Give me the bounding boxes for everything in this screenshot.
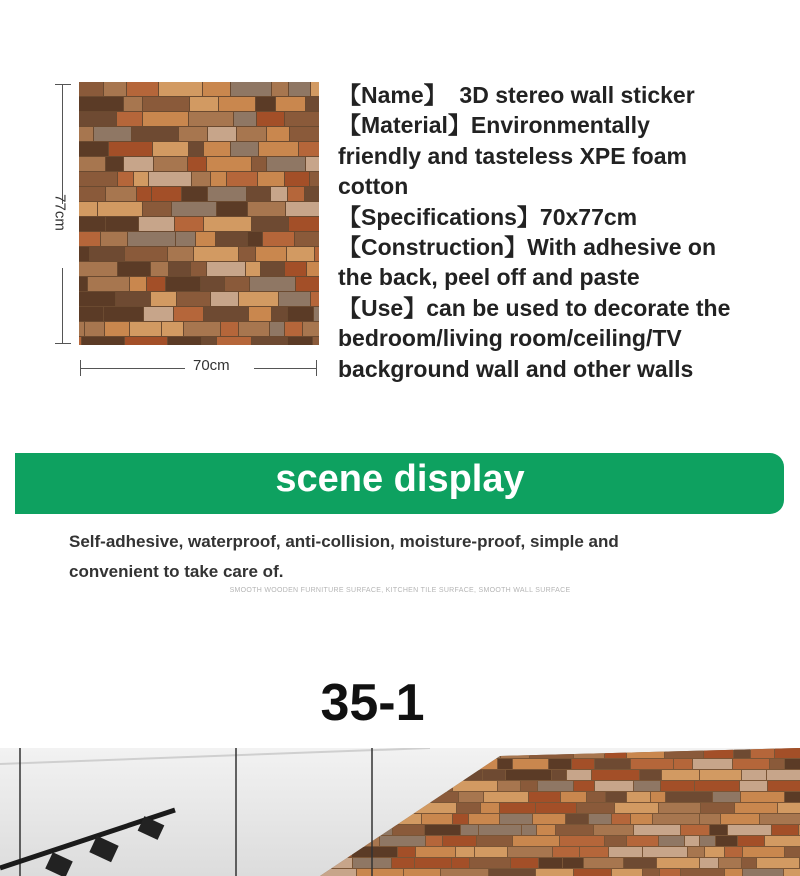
stone-brick xyxy=(252,337,287,345)
stone-brick xyxy=(239,322,269,336)
stone-brick xyxy=(162,322,183,336)
stone-row xyxy=(79,202,319,216)
stone-brick xyxy=(79,232,100,246)
stone-brick xyxy=(216,232,247,246)
stone-brick xyxy=(182,187,207,201)
stone-brick xyxy=(125,337,167,345)
stone-brick xyxy=(256,97,275,111)
stone-brick xyxy=(290,127,319,141)
stone-brick xyxy=(295,232,319,246)
stone-brick xyxy=(79,217,105,231)
stone-brick xyxy=(211,292,238,306)
stone-row xyxy=(79,322,319,336)
stone-brick xyxy=(194,247,238,261)
stone-brick xyxy=(248,202,285,216)
stone-row xyxy=(79,112,319,126)
room-scene-photo xyxy=(0,748,800,876)
description-line: Self-adhesive, waterproof, anti-collision, moisture-proof, simple and xyxy=(69,532,619,551)
height-dimension-tick xyxy=(55,343,71,344)
stone-brick xyxy=(261,262,284,276)
stone-brick xyxy=(314,307,319,321)
stone-brick xyxy=(288,337,312,345)
stone-row xyxy=(79,157,319,171)
stone-brick xyxy=(149,172,191,186)
stone-brick xyxy=(106,157,123,171)
stone-brick xyxy=(79,322,84,336)
stone-brick xyxy=(143,202,171,216)
stone-row xyxy=(79,187,319,201)
stone-brick xyxy=(79,262,117,276)
spec-line: 【Material】Environmentally xyxy=(338,112,650,139)
stone-brick xyxy=(168,247,193,261)
stone-brick xyxy=(252,217,288,231)
stone-brick xyxy=(299,142,319,156)
stone-brick xyxy=(172,202,216,216)
stone-brick xyxy=(134,172,148,186)
stone-brick xyxy=(179,127,207,141)
stone-brick xyxy=(252,157,266,171)
stone-brick xyxy=(104,82,126,96)
stone-brick xyxy=(303,322,319,336)
stone-brick xyxy=(79,127,93,141)
stone-brick xyxy=(144,307,173,321)
stone-brick xyxy=(192,172,210,186)
stone-row xyxy=(79,232,319,246)
stone-brick xyxy=(153,142,188,156)
stone-brick xyxy=(207,157,251,171)
stone-brick xyxy=(204,217,251,231)
stone-brick xyxy=(310,172,319,186)
stone-brick xyxy=(143,97,189,111)
stone-brick xyxy=(279,292,310,306)
stone-brick xyxy=(175,217,203,231)
stone-brick xyxy=(272,82,288,96)
stone-brick xyxy=(217,337,251,345)
stone-brick xyxy=(247,187,270,201)
product-specifications xyxy=(338,80,778,384)
stone-brick xyxy=(174,307,203,321)
stone-brick xyxy=(315,247,319,261)
stone-brick xyxy=(311,292,319,306)
stone-brick xyxy=(286,202,319,216)
stone-brick xyxy=(79,82,103,96)
stone-brick xyxy=(190,97,218,111)
model-code: 35-1 xyxy=(320,674,425,732)
stone-brick xyxy=(259,142,298,156)
stone-brick xyxy=(250,277,295,291)
stone-brick xyxy=(249,307,271,321)
stone-brick xyxy=(248,232,262,246)
stone-brick xyxy=(211,172,226,186)
stone-brick xyxy=(257,112,284,126)
stone-brick xyxy=(151,262,168,276)
stone-brick xyxy=(288,187,304,201)
stone-brick xyxy=(267,157,305,171)
stone-brick xyxy=(272,307,287,321)
stone-brick xyxy=(287,247,314,261)
track-lights-icon xyxy=(0,748,800,876)
stone-brick xyxy=(202,337,216,345)
stone-brick xyxy=(307,262,319,276)
stone-row xyxy=(79,337,319,345)
stone-brick xyxy=(82,337,124,345)
stone-brick xyxy=(169,262,190,276)
stone-brick xyxy=(239,247,255,261)
stone-brick xyxy=(288,307,313,321)
stone-brick xyxy=(79,97,123,111)
stone-brick xyxy=(79,292,115,306)
stone-brick xyxy=(105,322,129,336)
stone-brick xyxy=(79,157,105,171)
stone-brick xyxy=(196,232,215,246)
stone-brick xyxy=(139,217,174,231)
stone-brick xyxy=(208,187,246,201)
height-dimension-tick xyxy=(55,84,71,85)
stone-brick xyxy=(263,232,294,246)
width-dimension-line xyxy=(254,368,316,369)
stone-brick xyxy=(109,142,152,156)
stone-brick xyxy=(90,247,124,261)
spec-line: 【Construction】With adhesive on xyxy=(338,234,717,261)
stone-brick xyxy=(204,142,230,156)
stone-brick xyxy=(127,82,158,96)
stone-brick xyxy=(128,232,175,246)
stone-brick xyxy=(191,262,206,276)
spec-line: 【Specifications】70x77cm xyxy=(338,203,638,230)
stone-row xyxy=(79,97,319,111)
stone-row xyxy=(79,277,319,291)
stone-brick xyxy=(98,202,142,216)
spec-line: the back, peel off and paste xyxy=(338,264,640,291)
stone-brick xyxy=(296,277,319,291)
stone-brick xyxy=(204,307,248,321)
stone-brick xyxy=(306,97,319,111)
stone-brick xyxy=(124,157,153,171)
stone-brick xyxy=(237,127,266,141)
stone-brick xyxy=(203,82,230,96)
stone-brick xyxy=(306,157,319,171)
stone-brick xyxy=(256,247,286,261)
stone-brick xyxy=(189,142,203,156)
stone-row xyxy=(79,217,319,231)
stone-brick xyxy=(106,187,136,201)
description-line: convenient to take care of. xyxy=(69,562,284,581)
stone-brick xyxy=(154,157,187,171)
spec-line: background wall and other walls xyxy=(338,355,694,382)
stone-brick xyxy=(239,292,278,306)
stone-brick xyxy=(225,277,249,291)
stone-brick xyxy=(79,142,108,156)
stone-brick xyxy=(132,127,178,141)
stone-brick xyxy=(116,292,150,306)
stone-brick xyxy=(79,247,89,261)
width-dimension-label: 70cm xyxy=(193,357,230,374)
stone-brick xyxy=(124,97,142,111)
stone-brick xyxy=(285,172,309,186)
stone-row xyxy=(79,262,319,276)
stone-brick xyxy=(88,277,129,291)
stone-brick xyxy=(79,307,103,321)
stone-brick xyxy=(231,82,271,96)
stone-brick xyxy=(305,187,319,201)
stone-brick xyxy=(101,232,127,246)
stone-brick xyxy=(168,337,201,345)
stone-brick xyxy=(79,337,81,345)
stone-brick xyxy=(79,172,117,186)
width-dimension-tick xyxy=(316,360,317,376)
stone-brick xyxy=(285,322,302,336)
stone-row xyxy=(79,127,319,141)
stone-brick xyxy=(289,217,319,231)
stone-brick xyxy=(151,292,176,306)
stone-brick xyxy=(285,112,319,126)
stone-brick xyxy=(217,202,247,216)
height-dimension-line xyxy=(62,268,63,344)
stone-brick xyxy=(227,172,257,186)
stone-brick xyxy=(137,187,151,201)
stone-brick xyxy=(125,247,167,261)
spec-line: friendly and tasteless XPE foam xyxy=(338,142,687,169)
stone-brick xyxy=(143,112,188,126)
stone-brick xyxy=(234,112,256,126)
stone-brick xyxy=(130,277,146,291)
stone-brick xyxy=(79,112,116,126)
stone-brick xyxy=(79,202,97,216)
stone-brick xyxy=(130,322,161,336)
stone-brick xyxy=(166,277,200,291)
banner-title: scene display xyxy=(275,458,525,500)
stone-brick xyxy=(118,172,133,186)
stone-brick xyxy=(152,187,181,201)
stone-brick xyxy=(201,277,224,291)
width-dimension-tick xyxy=(80,360,81,376)
height-dimension-line xyxy=(62,84,63,204)
stone-brick xyxy=(106,217,138,231)
stone-row xyxy=(79,172,319,186)
stone-brick xyxy=(147,277,165,291)
stone-brick xyxy=(176,232,195,246)
spec-line: cotton xyxy=(338,173,409,200)
stone-row xyxy=(79,142,319,156)
stone-brick xyxy=(104,307,143,321)
stone-brick xyxy=(231,142,258,156)
stone-brick xyxy=(94,127,131,141)
stone-brick xyxy=(159,82,202,96)
stone-brick xyxy=(189,112,233,126)
stone-row xyxy=(79,247,319,261)
stone-brick xyxy=(271,187,287,201)
spec-line: 【Use】can be used to decorate the xyxy=(338,294,731,321)
height-dimension-label: 77cm xyxy=(51,194,69,231)
stone-brick xyxy=(117,112,142,126)
stone-brick xyxy=(79,187,105,201)
stone-brick xyxy=(79,277,87,291)
stone-brick xyxy=(313,337,319,345)
stone-brick xyxy=(285,262,306,276)
stone-row xyxy=(79,292,319,306)
width-dimension-line xyxy=(80,368,185,369)
spec-line: 【Name】 3D stereo wall sticker xyxy=(338,82,695,108)
stone-brick xyxy=(221,322,238,336)
feature-description xyxy=(69,527,749,587)
stone-wall-swatch-image xyxy=(79,82,319,345)
stone-brick xyxy=(270,322,284,336)
spec-line: bedroom/living room/ceiling/TV xyxy=(338,325,682,352)
stone-brick xyxy=(208,127,236,141)
stone-brick xyxy=(289,82,310,96)
surface-caption: SMOOTH WOODEN FURNITURE SURFACE, KITCHEN TILE SURFACE, SMOOTH WALL SURFACE xyxy=(229,587,571,594)
stone-brick xyxy=(184,322,220,336)
stone-brick xyxy=(118,262,150,276)
stone-brick xyxy=(207,262,245,276)
stone-brick xyxy=(258,172,284,186)
stone-brick xyxy=(188,157,206,171)
stone-brick xyxy=(267,127,289,141)
stone-brick xyxy=(276,97,305,111)
stone-row xyxy=(79,307,319,321)
stone-brick xyxy=(177,292,210,306)
stone-brick xyxy=(311,82,319,96)
stone-brick xyxy=(85,322,104,336)
stone-brick xyxy=(246,262,260,276)
stone-row xyxy=(79,82,319,96)
stone-brick xyxy=(219,97,255,111)
